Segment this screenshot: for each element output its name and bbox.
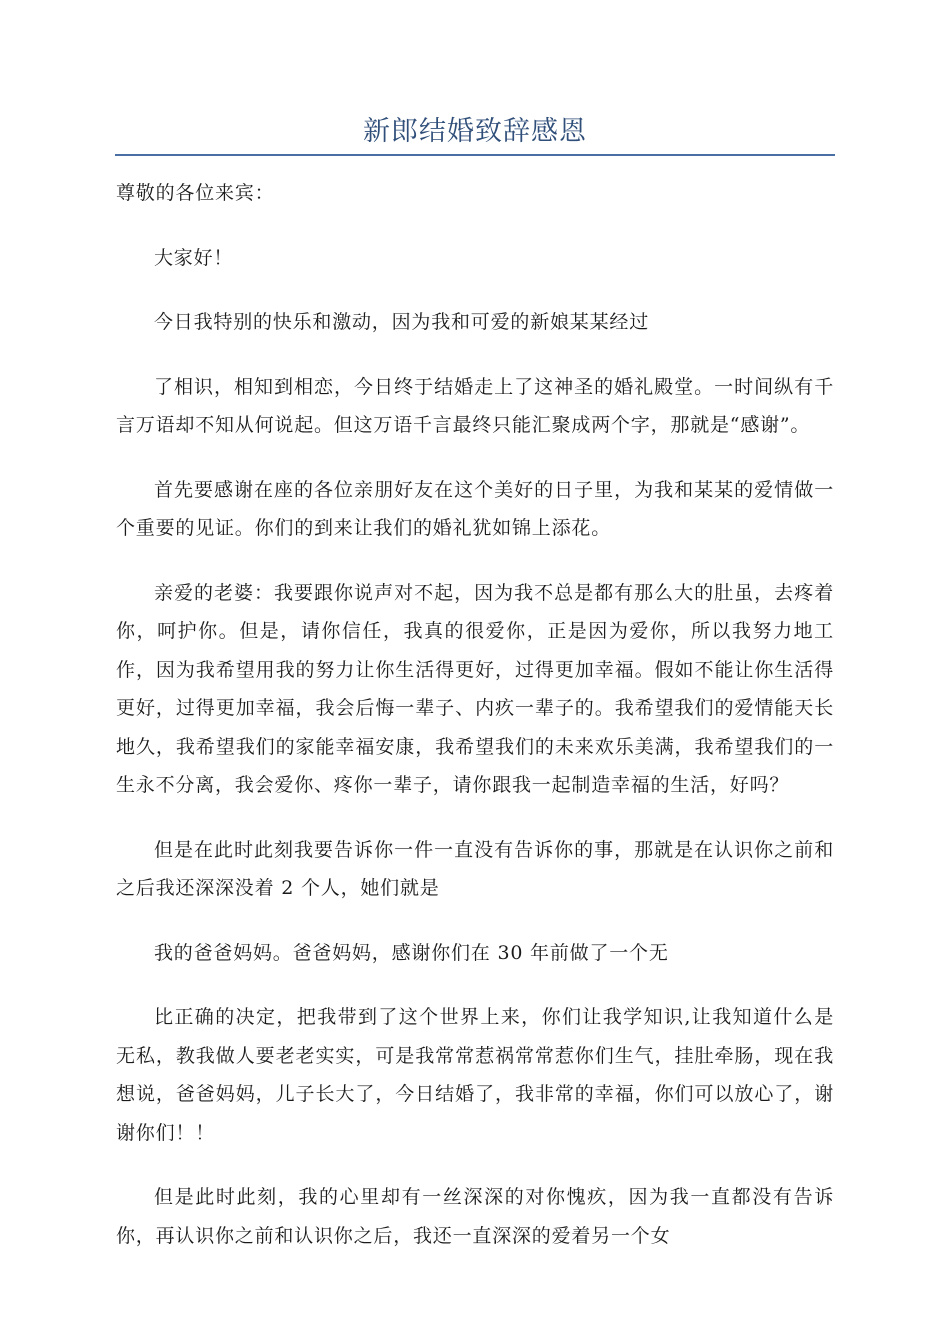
document-body [116,174,834,1281]
salutation: 尊敬的各位来宾： [116,182,275,204]
paragraph: 亲爱的老婆：我要跟你说声对不起，因为我不总是都有那么大的肚虽，去疼着你，呵护你。但是，请你信任，我真的很爱你，正是因为爱你，所以我努力地工作，因为我希望用我的努力让你生活得更好，过得更加幸福。假如不能让你生活得更好，过得更加幸福，我会后悔一辈子、内疚一辈子的。我希望我们的爱情能天长地久，我希望我们的家能幸福安康，我希望我们的未来欢乐美满，我希望我们的一生永不分离，我会爱你、疼你一辈子，请你跟我一起制造幸福的生活，好吗？ [116,581,834,796]
paragraph-greeting: 大家好！ [154,246,234,269]
paragraph: 了相识，相知到相恋，今日终于结婚走上了这神圣的婚礼殿堂。一时间纵有千言万语却不知从何说起。但这万语千言最终只能汇聚成两个字，那就是“感谢”。 [116,375,834,436]
paragraph: 比正确的决定，把我带到了这个世界上来，你们让我学知识,让我知道什么是无私，教我做人要老老实实，可是我常常惹祸常常惹你们生气，挂肚牵肠，现在我想说，爸爸妈妈，儿子长大了，今日结婚了，我非常的幸福，你们可以放心了，谢谢你们！！ [116,1006,834,1144]
paragraph: 但是此时此刻，我的心里却有一丝深深的对你愧疚，因为我一直都没有告诉你，再认识你之前和认识你之后，我还一直深深的爱着另一个女 [116,1186,834,1247]
title-underline [115,154,835,156]
paragraph: 我的爸爸妈妈。爸爸妈妈，感谢你们在 30 年前做了一个无 [154,941,669,964]
paragraph: 但是在此时此刻我要告诉你一件一直没有告诉你的事，那就是在认识你之前和之后我还深深没着 2 个人，她们就是 [116,838,834,899]
paragraph: 首先要感谢在座的各位亲朋好友在这个美好的日子里，为我和某某的爱情做一个重要的见证。你们的到来让我们的婚礼犹如锦上添花。 [116,478,834,539]
document-title: 新郎结婚致辞感恩 [363,116,587,147]
paragraph: 今日我特别的快乐和激动，因为我和可爱的新娘某某经过 [154,311,650,333]
